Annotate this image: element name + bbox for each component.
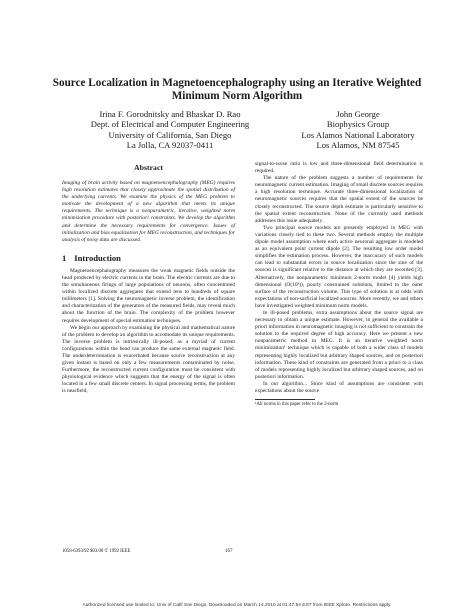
license-footer: Authorized licensed use limited to: Univ of Calif San Diego. Downloaded on March 14,2010 at 01:47:54 EST from IEEE Xplore. Restrictions apply. [82,603,392,608]
paper-title: Source Localization in Magnetoencephalography using an Iterative Weighted Minimum Norm Algorithm [52,77,422,102]
paragraph: The nature of the problem suggests a number of requirements for neuromagnetic current estimation. Imaging of small discrete sources requires a high resolution technique. Accurate three-dimensional localization of neuromagnetic sources requires that the spatial extent of the sources be closely reconstructed. The source depth estimate is particularly sensitive to the spatial extent reconstruction. None of the currently used methods addresses this issue adequately. [255,175,423,224]
page-number: 167 [225,549,233,554]
paragraph: In our algorithm... Since kind of assumptions are consistent with expectations about the source [255,380,423,394]
author-block-left [60,109,280,151]
right-column [255,161,423,408]
section-title: Introduction [74,252,121,263]
author-lab-right: Los Alamos National Laboratory [301,129,415,140]
author-department: Dept. of Electrical and Computer Engineering [90,119,250,130]
paragraph-continued: signal-to-noise ratio is low and three-dimensional field determination is required. [255,161,423,175]
author-address: La Jolla, CA 92037-0411 [126,140,214,151]
introduction-body [62,268,235,396]
paragraph: Two principal source models are presently employed in MEG with variations closely tied to these two. Several methods employ the multiple dipole model assumption where each active neuronal aggregate is modeled as an equivalent point current dipole [2]. The resulting low order model simplifies the estimation process. However, the inaccuracy of such models can lead to substantial errors in source localization since the sine of the sources is significant relative to the distance at which they are recorded [3]. Alternatively, the nonparametric minimum 2-norm model [4] yields high dimensional (O(10³)), poorly constrained solutions, limited to the outer surface of the reconstruction volume. This type of solution is at odds with expectations of non-surficial localized sources. More recently, we and others have investigated weighted minimum norm models. [255,224,423,309]
author-names: Irina F. Gorodnitsky and Bhaskar D. Rao [99,109,241,119]
footnote-divider [255,399,315,400]
author-university: University of California, San Diego [108,129,232,140]
author-block-right [268,109,448,151]
left-column [62,163,235,396]
paragraph: Magnetoencephalography measures the weak magnetic fields outside the head produced by electric currents in the brain. The electric currents are due to the simultaneous firings of large populations of neurons, often concentrated within localized discrete aggregates that extend tens to hundreds of square millimeters [1]. Solving the neuromagnetic inverse problem, the identification and characterization of the generators of the measured fields, may reveal much about the function of the brain. The complexity of the problem however requires development of special estimation techniques. [62,267,235,324]
footnote: ¹All norms in this paper refer to the 2-norm [255,402,339,408]
paragraph: We begin our approach by examining the physical and mathematical nature of the problem to develop an algorithm to accomodate its unique requirements. The inverse problem is intrinsically ill-posed, as a myriad of current configurations within the head can produce the same external magnetic field. The underdetermination is exacerbated because source reconstruction at any given instant is based on only a few measurements contaminated by noise. Furthermore, the reconstructed current configuration must be consistent with physiological evidence which suggests that the energy of the signal is often located in a few small discrete centers. In signal processing terms, the problem is nearfield, [62,324,235,395]
section-number: 1 [62,252,67,263]
section-heading-introduction [62,253,235,263]
author-name-right: John George [336,109,380,119]
right-column-body [255,161,423,395]
abstract-text: Imaging of brain activity based on magnetoencephalography (MEG) requires high resolution estimates that closely approximate the spatial distribution of the underlying currents. We examine the physics of the MEG problem to motivate the development of a new algorithm that meets its unique requirements. The technique is a nonparametric, iterative, weighted norm minimization procedure with posteriori constraints. We develop the algorithm and determine the necessary requirements for convergence. Issues of initialization and bias equalization for MEG reconstruction, and techniques for analysis of noisy data are discussed. [62,180,235,243]
author-address-right: Los Alamos, NM 87545 [316,140,400,151]
abstract-heading: Abstract [133,163,163,172]
paragraph: In ill-posed problems, extra assumptions about the source signal are necessary to obtain a unique estimate. However, in general the available a priori information in neuromagnetic imaging is not sufficient to constrain the solution to the required degree of high accuracy. Here we present a new nonparametric method in MEG. It is an iterative weighted norm minimization¹ technique which is capable of both a wider class of models representing highly localized but arbitrary shaped sources, and on posteriori information. These kind of constraints are generated from a priori to a class of models representing highly localized but arbitrary shaped sources, and on posteriori information. [255,309,423,380]
copyright-line: 1058-6393/92 $03.00 © 1992 IEEE [62,549,131,554]
author-group-right: Biophysics Group [326,119,390,130]
